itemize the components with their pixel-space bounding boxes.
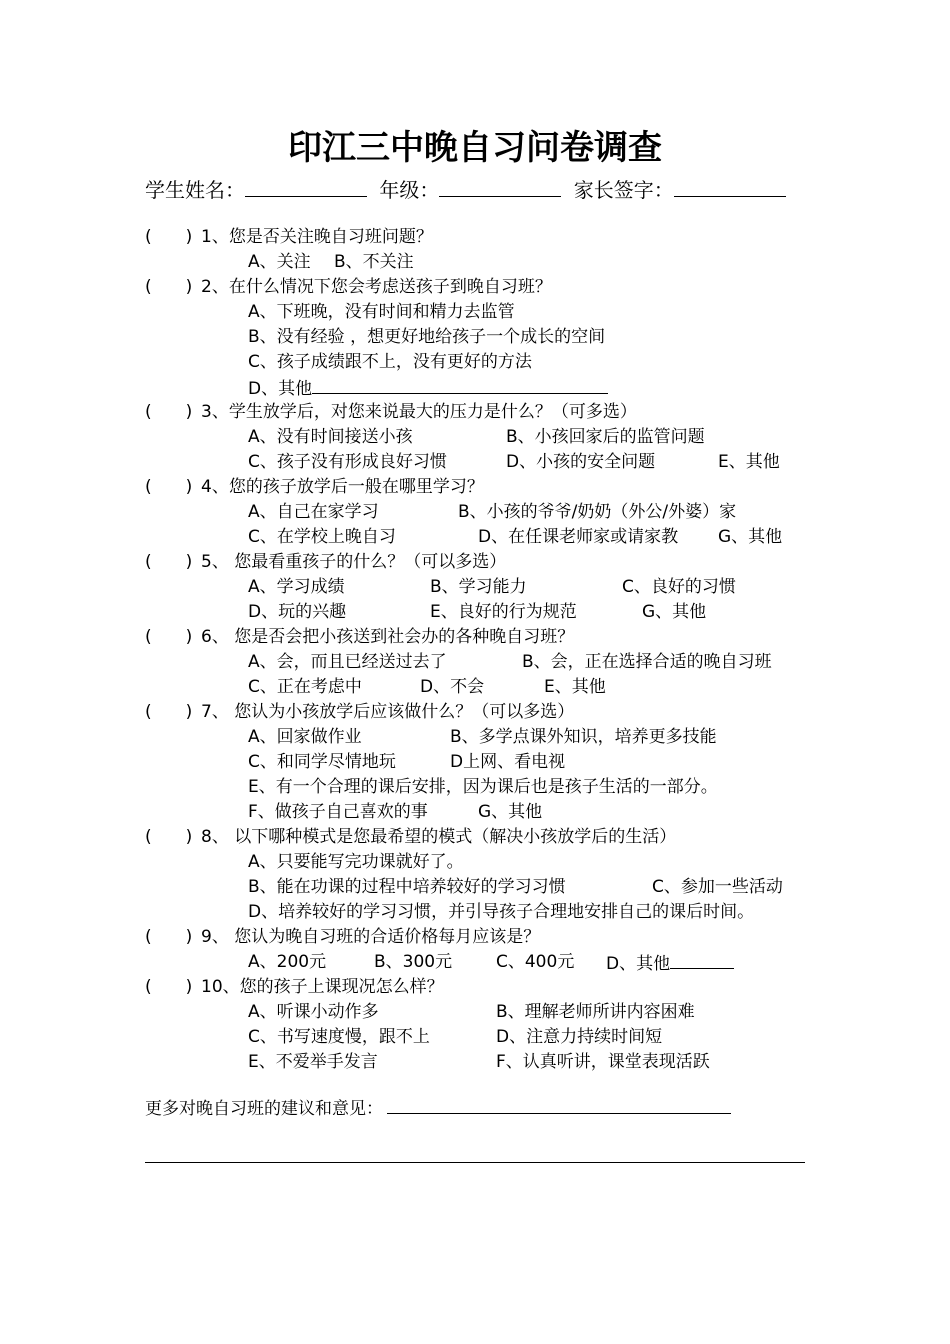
answer-blank[interactable]: ( ) xyxy=(145,827,193,847)
suggestions-label: 更多对晚自习班的建议和意见： xyxy=(145,1099,383,1119)
option: E、其他 xyxy=(718,452,780,472)
question-10 xyxy=(145,975,805,1000)
option: E、不爱举手发言 xyxy=(248,1052,378,1072)
option: G、其他 xyxy=(478,802,543,822)
option: D、不会 xyxy=(420,677,485,697)
option: C、在学校上晚自习 xyxy=(248,527,396,547)
answer-blank[interactable]: ( ) xyxy=(145,977,193,997)
question-9 xyxy=(145,925,805,950)
option-row xyxy=(248,800,808,825)
question-3 xyxy=(145,400,805,425)
option-row xyxy=(248,750,808,775)
answer-blank[interactable]: ( ) xyxy=(145,227,193,247)
option: E、有一个合理的课后安排，因为课后也是孩子生活的一部分。 xyxy=(248,777,718,797)
parent-signature-label: 家长签字： xyxy=(573,178,674,202)
option: B、小孩的爷爷/奶奶（外公/外婆）家 xyxy=(458,502,737,522)
option-row xyxy=(248,350,808,375)
question-text: 1、您是否关注晚自习班问题？ xyxy=(201,227,433,247)
option: D、其他 xyxy=(248,379,313,399)
option: A、自己在家学习 xyxy=(248,502,379,522)
answer-blank[interactable]: ( ) xyxy=(145,627,193,647)
option: F、认真听讲，课堂表现活跃 xyxy=(496,1052,710,1072)
option: A、学习成绩 xyxy=(248,577,345,597)
option: B、学习能力 xyxy=(430,577,527,597)
grade-field[interactable] xyxy=(439,174,561,197)
option-row xyxy=(248,500,808,525)
option: D、培养较好的学习习惯，并引导孩子合理地安排自己的课后时间。 xyxy=(248,902,755,922)
option: A、会，而且已经送过去了 xyxy=(248,652,447,672)
option: D上网、看电视 xyxy=(450,752,566,772)
answer-blank[interactable]: ( ) xyxy=(145,477,193,497)
option: A、下班晚，没有时间和精力去监管 xyxy=(248,302,515,322)
option: C、良好的习惯 xyxy=(622,577,736,597)
option-row xyxy=(248,775,808,800)
suggestions-line xyxy=(145,1095,731,1120)
student-name-field[interactable] xyxy=(245,174,367,197)
option: A、听课小动作多 xyxy=(248,1002,379,1022)
option: B、多学点课外知识，培养更多技能 xyxy=(450,727,717,747)
option: B、300元 xyxy=(374,952,453,972)
parent-signature-field[interactable] xyxy=(674,174,786,197)
option-row xyxy=(248,325,808,350)
other-answer-field[interactable] xyxy=(670,950,734,969)
option-row xyxy=(248,525,808,550)
option: B、没有经验 ，想更好地给孩子一个成长的空间 xyxy=(248,327,606,347)
option: G、其他 xyxy=(642,602,707,622)
question-5 xyxy=(145,550,805,575)
answer-blank[interactable]: ( ) xyxy=(145,277,193,297)
student-name-label: 学生姓名： xyxy=(145,178,245,202)
option: F、做孩子自己喜欢的事 xyxy=(248,802,428,822)
other-answer-field[interactable] xyxy=(312,375,608,394)
option: A、回家做作业 xyxy=(248,727,362,747)
option-row xyxy=(248,675,808,700)
option: D、在任课老师家或请家教 xyxy=(478,527,679,547)
question-text: 8、 以下哪种模式是您最希望的模式（解决小孩放学后的生活） xyxy=(201,827,677,847)
option-row xyxy=(248,425,808,450)
option-row xyxy=(248,600,808,625)
option-row xyxy=(248,900,808,925)
option: D、注意力持续时间短 xyxy=(496,1027,663,1047)
option-row xyxy=(248,250,808,275)
question-text: 9、 您认为晚自习班的合适价格每月应该是？ xyxy=(201,927,541,947)
option-row xyxy=(248,575,808,600)
info-line xyxy=(145,174,815,204)
option: C、400元 xyxy=(496,952,575,972)
option: C、正在考虑中 xyxy=(248,677,362,697)
option: A、没有时间接送小孩 xyxy=(248,427,413,447)
question-8 xyxy=(145,825,805,850)
option: C、孩子没有形成良好习惯 xyxy=(248,452,447,472)
option: D、小孩的安全问题 xyxy=(506,452,656,472)
suggestions-extra-line[interactable] xyxy=(145,1162,805,1163)
option: D、其他 xyxy=(606,954,671,974)
option-row xyxy=(248,300,808,325)
question-1 xyxy=(145,225,805,250)
question-6 xyxy=(145,625,805,650)
option: B、不关注 xyxy=(334,252,414,272)
question-2 xyxy=(145,275,805,300)
question-text: 5、 您最看重孩子的什么？（可以多选） xyxy=(201,552,507,572)
page-title: 印江三中晚自习问卷调查 xyxy=(288,128,662,168)
option: A、200元 xyxy=(248,952,327,972)
question-text: 3、学生放学后，对您来说最大的压力是什么？（可多选） xyxy=(201,402,637,422)
question-text: 10、您的孩子上课现况怎么样？ xyxy=(201,977,444,997)
question-text: 4、您的孩子放学后一般在哪里学习？ xyxy=(201,477,484,497)
suggestions-field[interactable] xyxy=(387,1095,731,1114)
answer-blank[interactable]: ( ) xyxy=(145,702,193,722)
answer-blank[interactable]: ( ) xyxy=(145,402,193,422)
option-row xyxy=(248,850,808,875)
option: D、玩的兴趣 xyxy=(248,602,347,622)
option-row xyxy=(248,950,808,975)
option-row xyxy=(248,1050,808,1075)
question-text: 6、 您是否会把小孩送到社会办的各种晚自习班？ xyxy=(201,627,575,647)
option-row xyxy=(248,375,808,400)
answer-blank[interactable]: ( ) xyxy=(145,927,193,947)
option: E、其他 xyxy=(544,677,606,697)
option-row xyxy=(248,875,808,900)
option: A、只要能写完功课就好了。 xyxy=(248,852,464,872)
option-row xyxy=(248,450,808,475)
answer-blank[interactable]: ( ) xyxy=(145,552,193,572)
option-row xyxy=(248,1000,808,1025)
option-row xyxy=(248,725,808,750)
option: E、良好的行为规范 xyxy=(430,602,577,622)
grade-label: 年级： xyxy=(379,178,440,202)
option: A、关注 xyxy=(248,252,311,272)
question-text: 2、在什么情况下您会考虑送孩子到晚自习班？ xyxy=(201,277,552,297)
option: C、孩子成绩跟不上，没有更好的方法 xyxy=(248,352,532,372)
option: C、和同学尽情地玩 xyxy=(248,752,396,772)
option: C、参加一些活动 xyxy=(652,877,783,897)
question-7 xyxy=(145,700,805,725)
option: G、其他 xyxy=(718,527,783,547)
option-row xyxy=(248,1025,808,1050)
option: B、能在功课的过程中培养较好的学习习惯 xyxy=(248,877,566,897)
question-text: 7、 您认为小孩放学后应该做什么？（可以多选） xyxy=(201,702,575,722)
option: C、书写速度慢，跟不上 xyxy=(248,1027,430,1047)
option: B、理解老师所讲内容困难 xyxy=(496,1002,695,1022)
option: B、小孩回家后的监管问题 xyxy=(506,427,705,447)
question-4 xyxy=(145,475,805,500)
option: B、会，正在选择合适的晚自习班 xyxy=(522,652,772,672)
option-row xyxy=(248,650,808,675)
